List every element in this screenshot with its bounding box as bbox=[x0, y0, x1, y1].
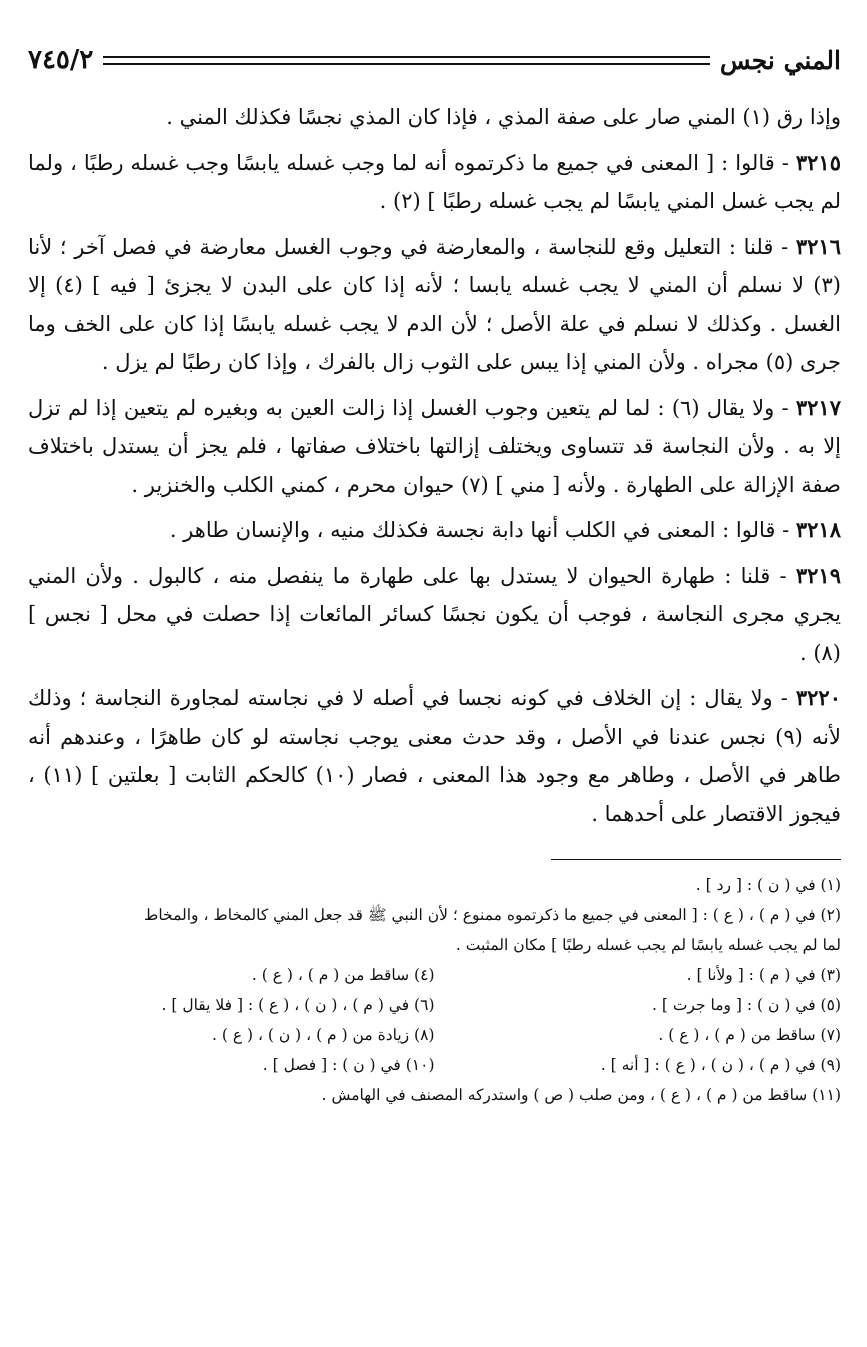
paragraph-text: - قالوا : [ المعنى في جميع ما ذكرتموه أنه لما وجب غسله يابسًا وجب غسله رطبًا ، ولما لم يجب غسل المني يابسًا لم يجب غسله رطبًا ] (٢) . bbox=[28, 150, 841, 213]
footnote: (١) في ( ن ) : [ رد ] . bbox=[695, 876, 841, 894]
footnote: (٧) ساقط من ( م ) ، ( ع ) . bbox=[658, 1026, 841, 1044]
main-text bbox=[28, 98, 841, 833]
footnotes bbox=[28, 870, 841, 1110]
issue-number: ٣٢١٦ bbox=[795, 233, 841, 259]
issue-number: ٣٢٢٠ bbox=[795, 685, 841, 710]
page-number: ٧٤٥/٢ bbox=[28, 45, 94, 75]
paragraph bbox=[28, 679, 841, 833]
running-title: المني نجس bbox=[719, 45, 841, 75]
paragraph bbox=[28, 228, 841, 382]
document-page bbox=[28, 38, 841, 1110]
footnote-continuation: لما لم يجب غسله يابسًا لم يجب غسله رطبًا ] مكان المثبت . bbox=[455, 936, 841, 954]
paragraph-text: - قلنا : طهارة الحيوان لا يستدل بها على طهارة ما ينفصل منه ، كالبول . ولأن المني يجري مجرى النجاسة ، فوجب أن يكون نجسًا كسائر المائعات إذا حصلت في محل [ نجس ] (٨) . bbox=[28, 563, 841, 665]
issue-number: ٣٢١٨ bbox=[795, 517, 841, 542]
footnote-row bbox=[28, 1020, 841, 1050]
footnote-row bbox=[28, 960, 841, 990]
footnote: (٤) ساقط من ( م ) ، ( ع ) . bbox=[251, 966, 435, 984]
paragraph-text: - ولا يقال (٦) : لما لم يتعين وجوب الغسل إذا زالت العين به وبغيره لم يتعين إذا لم تزل إلا به . ولأن النجاسة قد تتساوى ويختلف إزالتها باختلاف صفاتها ، فلم يجز أن يستدل باختلاف صفة الإزالة على الطهارة . ولأنه [ مني ] (٧) حيوان محرم ، كمني الكلب والخنزير . bbox=[28, 395, 841, 497]
footnote: (٨) زيادة من ( م ) ، ( ن ) ، ( ع ) . bbox=[211, 1026, 435, 1044]
footnote: (١١) ساقط من ( م ) ، ( ع ) ، ومن صلب ( ص ) واستدركه المصنف في الهامش . bbox=[321, 1086, 841, 1104]
page-header bbox=[28, 38, 841, 82]
paragraph-text: وإذا رق (١) المني صار على صفة المذي ، فإذا كان المذي نجسًا فكذلك المني . bbox=[166, 105, 841, 129]
paragraph bbox=[28, 389, 841, 505]
footnote-row bbox=[28, 990, 841, 1020]
footnote-row bbox=[28, 1050, 841, 1080]
header-rule bbox=[103, 56, 710, 65]
footnote: (٩) في ( م ) ، ( ن ) ، ( ع ) : [ أنه ] . bbox=[600, 1056, 841, 1074]
issue-number: ٣٢١٧ bbox=[795, 394, 841, 420]
paragraph bbox=[28, 98, 841, 137]
footnote: (٣) في ( م ) : [ ولأنا ] . bbox=[686, 966, 841, 984]
footnote-divider bbox=[551, 859, 841, 860]
issue-number: ٣٢١٥ bbox=[795, 149, 841, 175]
footnote: (٢) في ( م ) ، ( ع ) : [ المعنى في جميع ما ذكرتموه ممنوع ؛ لأن النبي ﷺ قد جعل المني كالمخاط ، والمخاط bbox=[144, 906, 841, 924]
paragraph bbox=[28, 144, 841, 221]
paragraph-text: - قلنا : التعليل وقع للنجاسة ، والمعارضة في وجوب الغسل معارضة في فصل آخر ؛ لأنا (٣) لا نسلم أن المني لا يجب غسله يابسا ؛ لأنه إذا كان على البدن لا يجزئ [ فيه ] (٤) إلا الغسل . وكذلك لا نسلم في علة الأصل ؛ لأن الدم لا يجب غسله يابسًا إذا كان على الخف وما جرى (٥) مجراه . ولأن المني إذا يبس على الثوب زال بالفرك ، وإذا كان رطبًا لم يزل . bbox=[28, 234, 841, 374]
paragraph-text: - ولا يقال : إن الخلاف في كونه نجسا في أصله لا في نجاسته لمجاورة النجاسة ؛ وذلك لأنه (٩) نجس عندنا في الأصل ، وقد حدث معنى يوجب نجاسته لو كان طاهرًا ، وعندهم أنه طاهر في الأصل ، وطاهر مع وجود هذا المعنى ، فصار (١٠) كالحكم الثابت [ بعلتين ] (١١) ، فيجوز الاقتصار على أحدهما . bbox=[28, 686, 842, 826]
footnote: (٥) في ( ن ) : [ وما جرت ] . bbox=[652, 996, 841, 1014]
paragraph bbox=[28, 557, 841, 673]
issue-number: ٣٢١٩ bbox=[795, 562, 841, 588]
paragraph-text: - قالوا : المعنى في الكلب أنها دابة نجسة فكذلك منيه ، والإنسان طاهر . bbox=[169, 518, 796, 542]
footnote: (١٠) في ( ن ) : [ فصل ] . bbox=[262, 1056, 435, 1074]
paragraph bbox=[28, 511, 841, 550]
footnote: (٦) في ( م ) ، ( ن ) ، ( ع ) : [ فلا يقال ] . bbox=[161, 996, 435, 1014]
